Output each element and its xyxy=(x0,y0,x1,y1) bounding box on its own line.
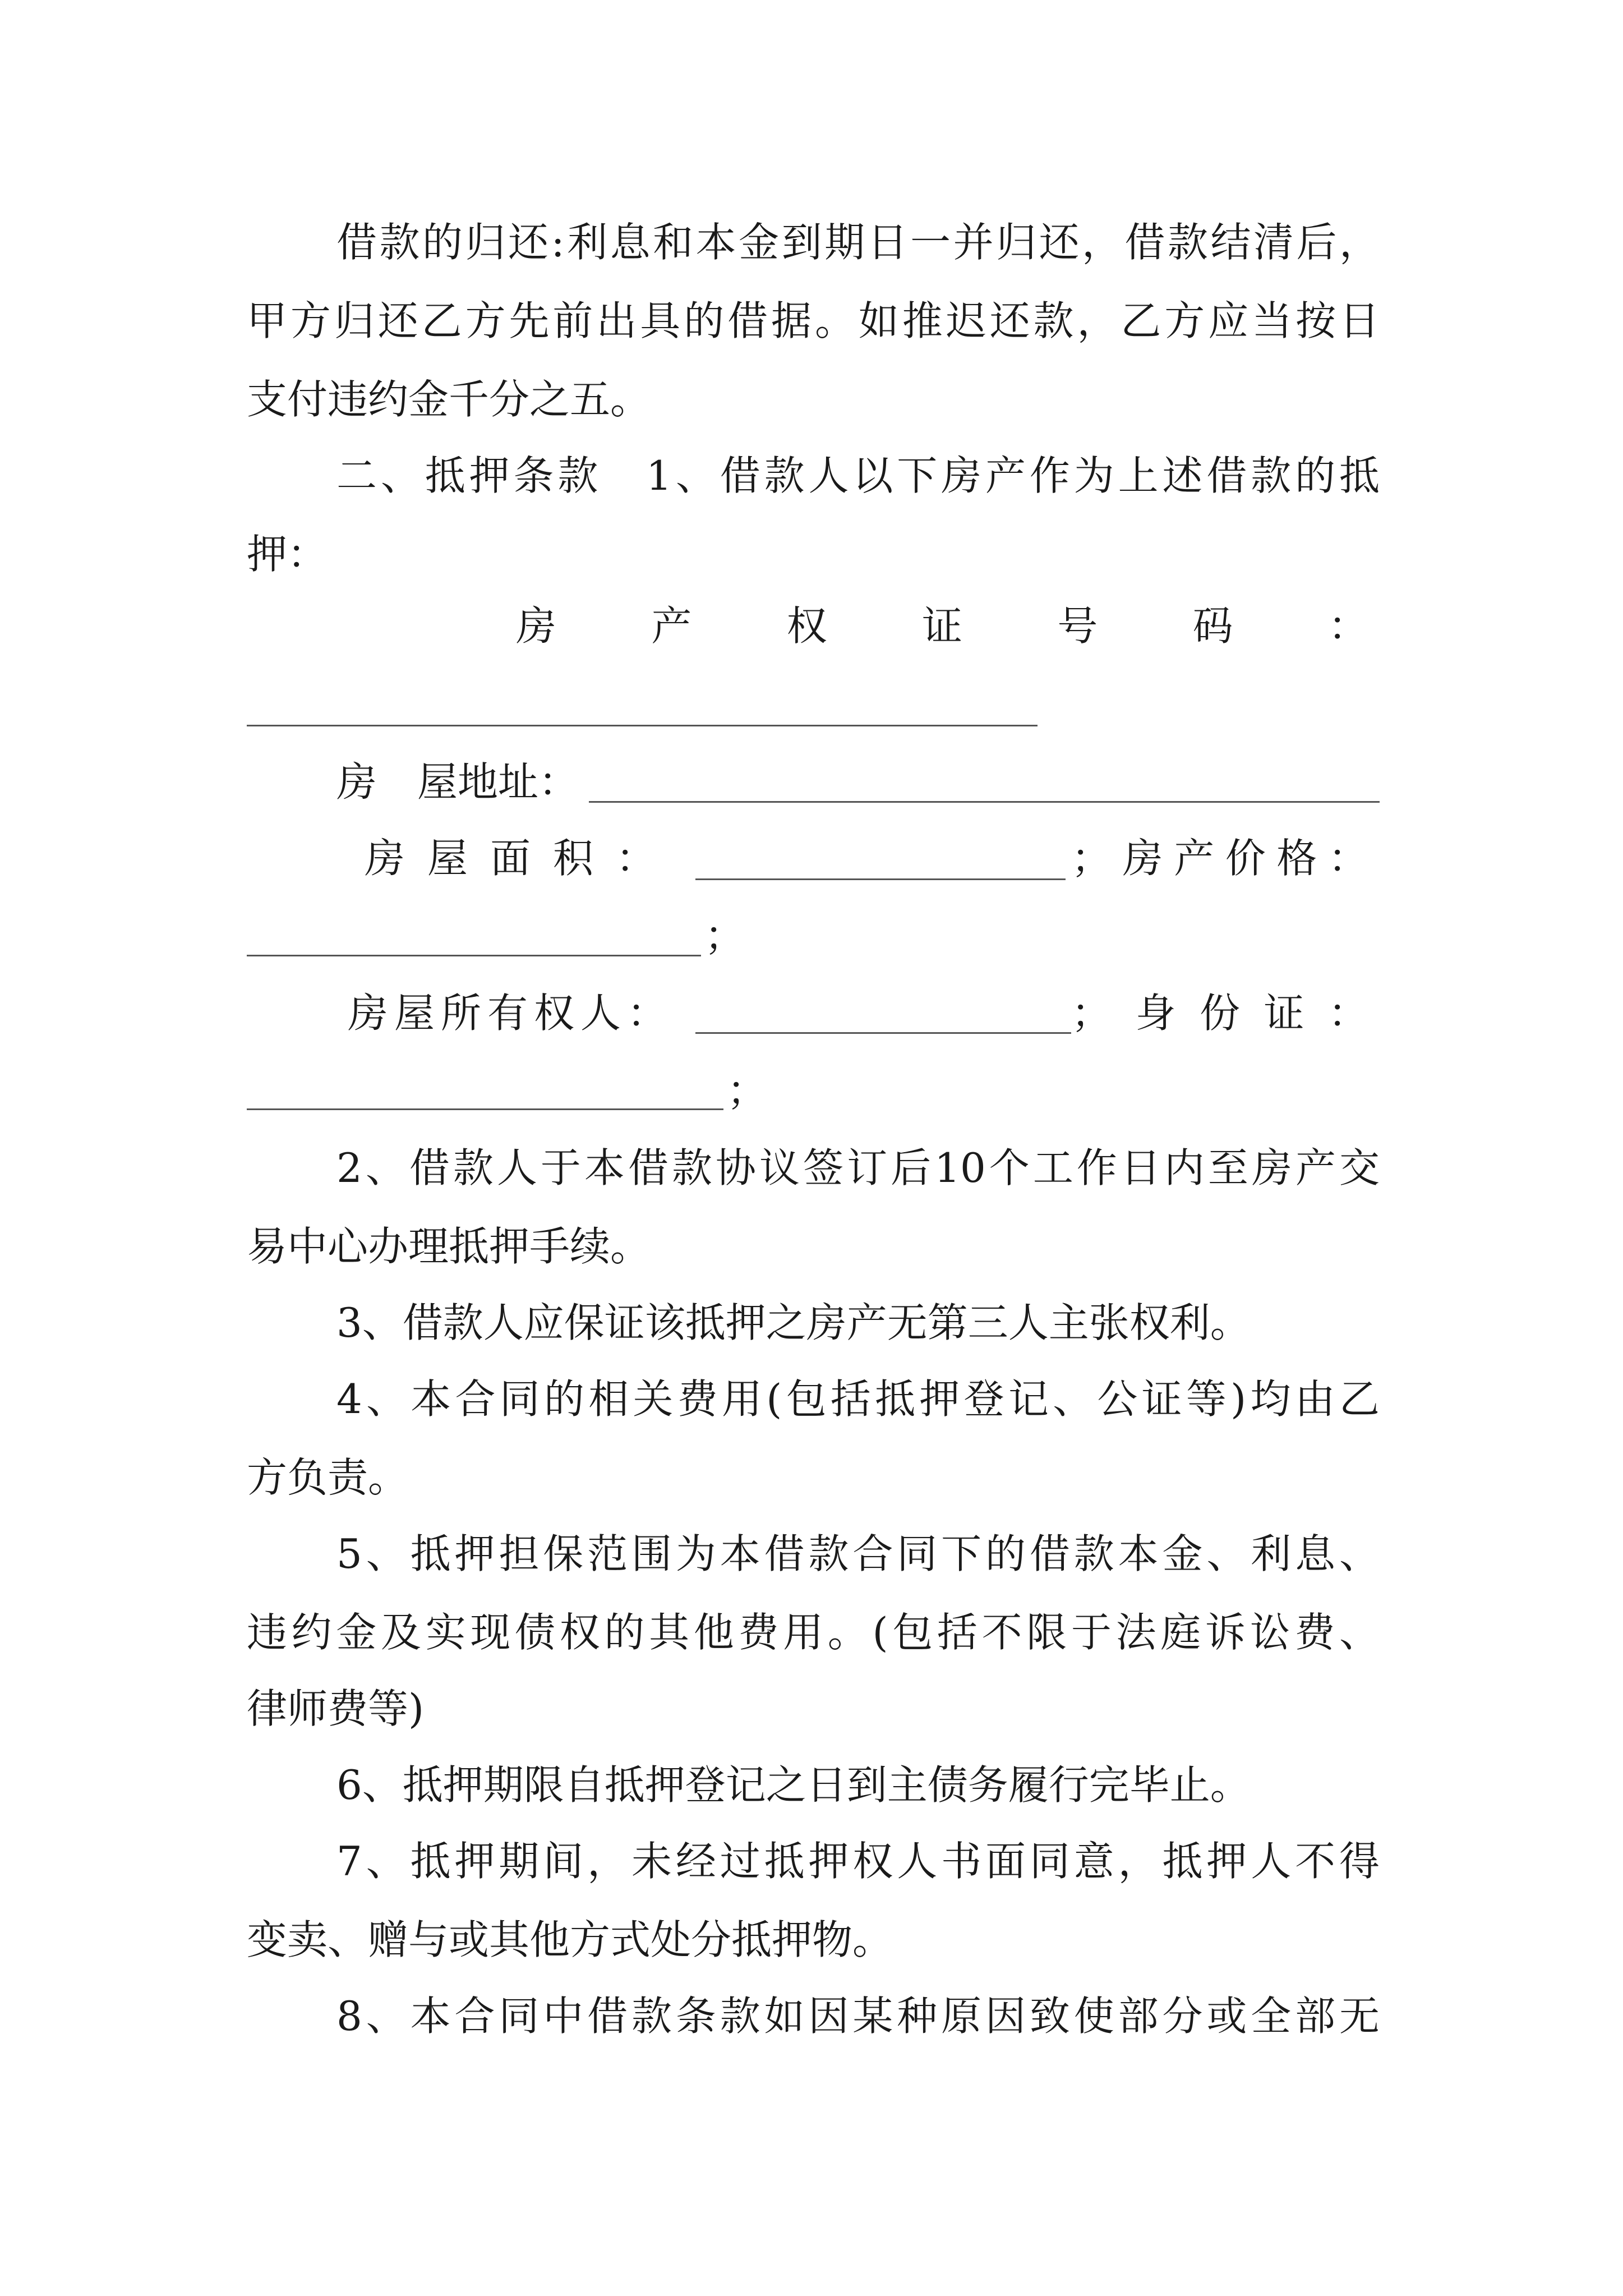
price-label: ； 房 产 价 格 ： xyxy=(1071,835,1368,882)
id-card-blank[interactable] xyxy=(247,1108,723,1110)
cert-number-blank[interactable] xyxy=(247,725,1038,726)
address-label: 房 屋地址： xyxy=(336,758,579,806)
area-blank[interactable] xyxy=(695,878,1066,880)
owner-blank[interactable] xyxy=(695,1032,1071,1034)
repayment-line-2: 甲方归还乙方先前出具的借据。如推迟还款，乙方应当按日 xyxy=(247,297,1380,344)
repayment-line-1: 借款的归还:利息和本金到期日一并归还，借款结清后， xyxy=(336,219,1380,266)
area-label: 房 屋 面 积 ： xyxy=(365,835,656,882)
address-blank[interactable] xyxy=(589,801,1380,803)
item-4-line-1: 4、本合同的相关费用(包括抵押登记、公证等)均由乙 xyxy=(336,1375,1380,1423)
item-3-line-1: 3、借款人应保证该抵押之房产无第三人主张权利。 xyxy=(336,1299,1251,1346)
price-blank[interactable] xyxy=(247,955,701,956)
mortgage-clause-heading-line-1: 二、抵押条款 1、借款人以下房产作为上述借款的抵 xyxy=(336,452,1380,499)
price-semicolon: ； xyxy=(704,912,745,959)
item-7-line-1: 7、抵押期间，未经过抵押权人书面同意，抵押人不得 xyxy=(336,1838,1380,1885)
item-8-line-1: 8、本合同中借款条款如因某种原因致使部分或全部无 xyxy=(336,1993,1380,2040)
item-4-line-2: 方负责。 xyxy=(247,1454,409,1501)
item-5-line-1: 5、抵押担保范围为本借款合同下的借款本金、利息、 xyxy=(336,1530,1380,1577)
item-6-line-1: 6、抵押期限自抵押登记之日到主债务履行完毕止。 xyxy=(336,1761,1251,1809)
owner-label: 房 屋 所 有 权 人 ： xyxy=(348,990,667,1037)
item-7-line-2: 变卖、赠与或其他方式处分抵押物。 xyxy=(247,1916,893,1963)
item-5-line-2: 违约金及实现债权的其他费用。(包括不限于法庭诉讼费、 xyxy=(247,1609,1380,1656)
id-card-label: ； 身 份 证 ： xyxy=(1071,990,1368,1037)
id-semicolon: ； xyxy=(727,1067,768,1114)
item-2-line-1: 2、借款人于本借款协议签订后10个工作日内至房产交 xyxy=(336,1144,1380,1191)
repayment-line-3: 支付违约金千分之五。 xyxy=(247,376,651,423)
item-5-line-3: 律师费等) xyxy=(247,1685,425,1732)
item-2-line-2: 易中心办理抵押手续。 xyxy=(247,1223,651,1270)
mortgage-clause-heading-line-2: 押： xyxy=(247,531,328,578)
cert-number-label: 房 产 权 证 号 码 ： xyxy=(516,602,1368,650)
